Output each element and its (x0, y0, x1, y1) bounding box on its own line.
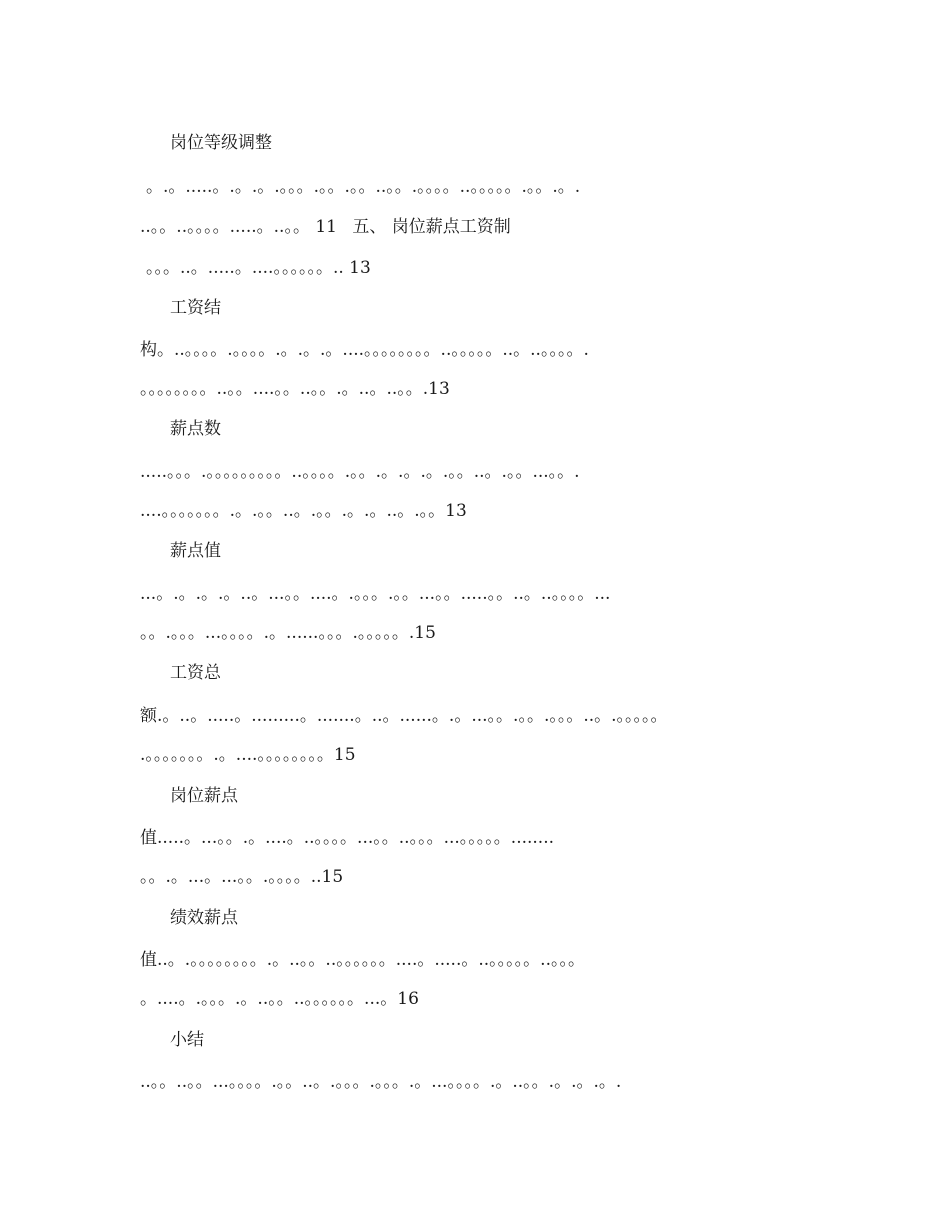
toc-leader-line (146, 257, 816, 279)
toc-leader-line: .。。。。。。。.。....。。。。。。。。15 (140, 745, 356, 765)
toc-section-title: 五、 岗位薪点工资制 (352, 217, 511, 237)
toc-leader-line: ....。。。。。。。.。.。。..。.。。.。.。..。.。。13 (140, 501, 467, 521)
toc-leader-dots: 。.。.....。.。.。.。。。.。。.。。..。。.。。。。..。。。。。.。。.。. (146, 177, 581, 197)
toc-heading-point-value: 薪点值 (170, 541, 221, 561)
toc-leader-line: .....。。。.。。。。。。。。。..。。。。.。。.。.。.。.。。..。.。。...。。. (140, 462, 580, 482)
toc-leader-dots: ..。。..。。。。.....。..。。 (140, 217, 310, 237)
toc-leader-dots: 。。。..。.....。....。。。。。。.. (146, 258, 350, 278)
toc-leader-line: 值..。.。。。。。。。。.。..。。..。。。。。。....。.....。..。。。。。..。。。 (140, 950, 585, 970)
toc-heading-position-grade-adjustment: 岗位等级调整 (170, 133, 272, 153)
toc-leader-line: 。。.。。。...。。。。.。......。。。.。。。。。.15 (140, 623, 436, 643)
toc-leader-line: ..。。..。。...。。。。.。。..。.。。。.。。。.。...。。。。.。..。。.。.。.。. (140, 1072, 622, 1092)
toc-heading-total-wages: 工资总 (170, 663, 221, 683)
toc-heading-summary: 小结 (170, 1030, 204, 1050)
toc-leader-line: 值.....。...。。.。....。..。。。。...。。..。。。...。。。。。........ (140, 828, 555, 848)
toc-leader-line: ...。.。.。.。..。...。。....。.。。。.。。...。。.....。。..。..。。。。... (140, 584, 611, 604)
toc-heading-wage-structure: 工资结 (170, 298, 221, 318)
toc-page-number: 11 (315, 217, 337, 237)
toc-heading-performance-point-value: 绩效薪点 (170, 908, 238, 928)
toc-heading-position-point-value: 岗位薪点 (170, 786, 238, 806)
toc-leader-line: 构。..。。。。.。。。。.。.。.。....。。。。。。。。..。。。。。..。..。。。。. (140, 340, 589, 360)
toc-leader-line: 。。。。。。。。..。。....。。..。。.。..。..。。.13 (140, 379, 450, 399)
toc-leader-line: 。....。.。。。.。..。。..。。。。。。...。16 (140, 989, 419, 1009)
toc-leader-line (140, 216, 840, 238)
toc-page-number: 13 (349, 258, 371, 278)
toc-heading-salary-points: 薪点数 (170, 419, 221, 439)
toc-leader-line: 。。.。...。...。。.。。。。..15 (140, 867, 344, 887)
toc-leader-line: 额.。..。.....。.........。.......。..。......。.。...。。.。。.。。。..。.。。。。。 (140, 706, 668, 726)
